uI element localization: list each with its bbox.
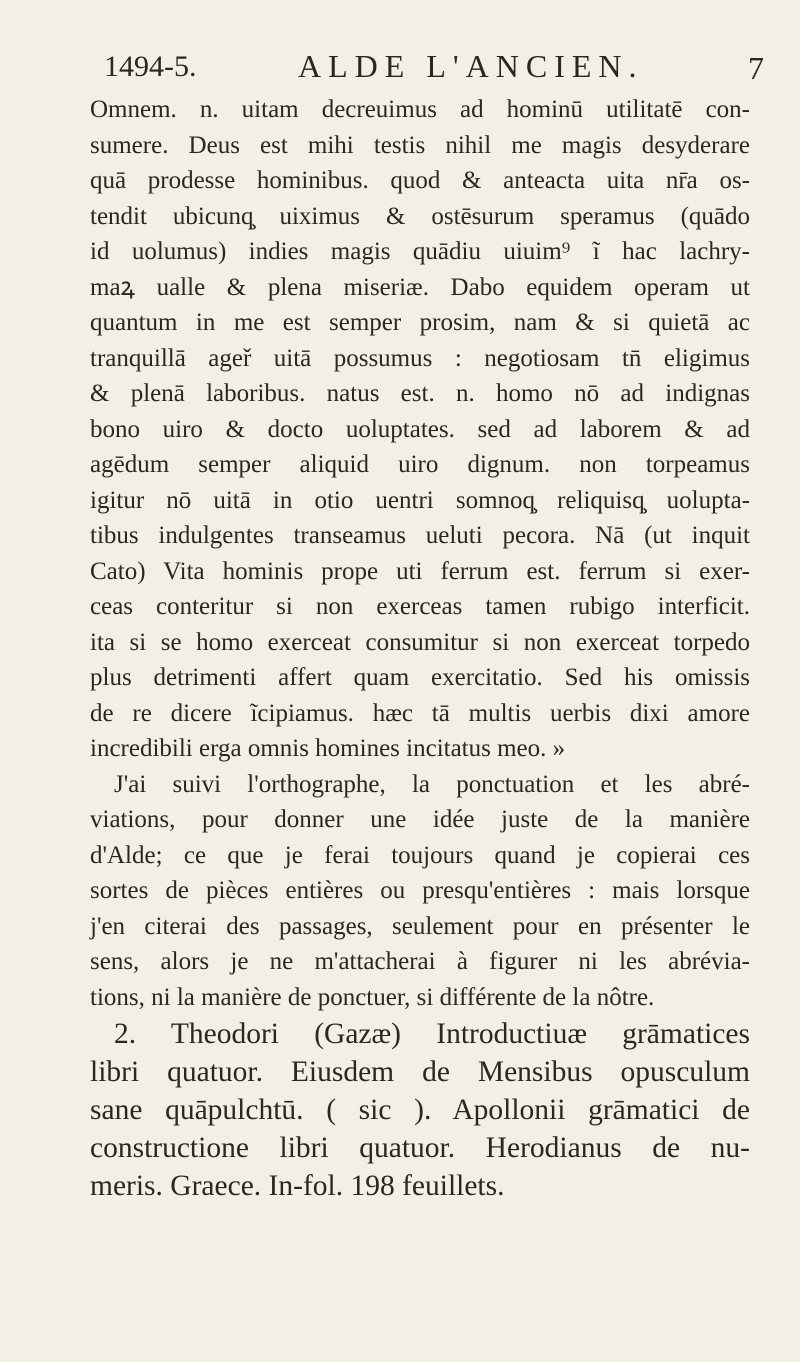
entry-text-line: constructione libri quatuor. Herodianus de nu- bbox=[90, 1132, 750, 1164]
french-text-line: J'ai suivi l'orthographe, la ponctuation et les abré- bbox=[114, 770, 750, 798]
french-text-line: d'Alde; ce que je ferai toujours quand je copierai ces bbox=[90, 841, 750, 869]
latin-text-line: tendit ubicunq̧ uiximus & ostēsurum speramus (quādo bbox=[90, 202, 750, 230]
latin-text-line: quā prodesse hominibus. quod & anteacta uita nr̄a os- bbox=[90, 167, 750, 194]
latin-text-line: ita si se homo exerceat consumitur si non exerceat torpedo bbox=[90, 628, 750, 656]
latin-text-line: & plenā laboribus. natus est. n. homo nō ad indignas bbox=[90, 380, 750, 407]
french-text-line: j'en citerai des passages, seulement pour en présenter le bbox=[90, 912, 750, 940]
french-text-line: tions, ni la manière de ponctuer, si différente de la nôtre. bbox=[90, 983, 655, 1011]
latin-text-line: sumere. Deus est mihi testis nihil me magis desyderare bbox=[90, 131, 750, 159]
latin-text-line: ceas conteritur si non exerceas tamen rubigo interficit. bbox=[90, 593, 750, 620]
latin-text-line: tibus indulgentes transeamus ueluti pecora. Nā (ut inquit bbox=[90, 522, 750, 549]
header-date: 1494-5. bbox=[104, 50, 197, 83]
page-body bbox=[90, 92, 750, 1205]
entry-text-line: 2. Theodori (Gazæ) Introductiuæ grāmatices bbox=[114, 1018, 750, 1050]
latin-text-line: maꝝ ualle & plena miseriæ. Dabo equidem operam ut bbox=[90, 273, 750, 301]
latin-text-line: de re dicere ĩcipiamus. hæc tā multis uerbis dixi amore bbox=[90, 699, 750, 727]
bibliographic-entry bbox=[90, 1015, 750, 1205]
french-text-line: sortes de pièces entières ou presqu'entières : mais lorsque bbox=[90, 877, 750, 904]
latin-text-line: tranquillā ageř uitā possumus : negotiosam tn̄ eligimus bbox=[90, 344, 750, 372]
latin-text-line: Cato) Vita hominis prope uti ferrum est. ferrum si exer- bbox=[90, 557, 750, 585]
running-header bbox=[70, 44, 770, 90]
latin-text-line: incredibili erga omnis homines incitatus meo. » bbox=[90, 735, 566, 762]
entry-text-line: sane quāpulchtū. ( sic ). Apollonii grāmatici de bbox=[90, 1094, 750, 1126]
entry-text-line: meris. Graece. In-fol. 198 feuillets. bbox=[90, 1170, 505, 1202]
latin-text-line: plus detrimenti affert quam exercitatio. Sed his omissis bbox=[90, 664, 750, 691]
french-text-line: sens, alors je ne m'attacherai à figurer ni les abrévia- bbox=[90, 948, 750, 975]
french-text-line: viations, pour donner une idée juste de la manière bbox=[90, 806, 750, 833]
entry-text-line: libri quatuor. Eiusdem de Mensibus opusculum bbox=[90, 1056, 750, 1088]
latin-text-line: bono uiro & docto uoluptates. sed ad laborem & ad bbox=[90, 415, 750, 443]
latin-text-line: id uolumus) indies magis quādiu uiuim⁹ ĩ hac lachry- bbox=[90, 238, 750, 265]
latin-text-line: agēdum semper aliquid uiro dignum. non torpeamus bbox=[90, 451, 750, 478]
latin-text-line: quantum in me est semper prosim, nam & si quietā ac bbox=[90, 309, 750, 336]
page-number: 7 bbox=[748, 50, 764, 86]
latin-text-line: Omnem. n. uitam decreuimus ad hominū utilitatē con- bbox=[90, 96, 750, 123]
latin-text-line: igitur nō uitā in otio uentri somnoq̧ reliquisq̧ uolupta- bbox=[90, 486, 750, 514]
latin-quotation bbox=[90, 92, 750, 767]
header-title: ALDE L'ANCIEN. bbox=[298, 48, 644, 84]
french-commentary bbox=[90, 767, 750, 1016]
